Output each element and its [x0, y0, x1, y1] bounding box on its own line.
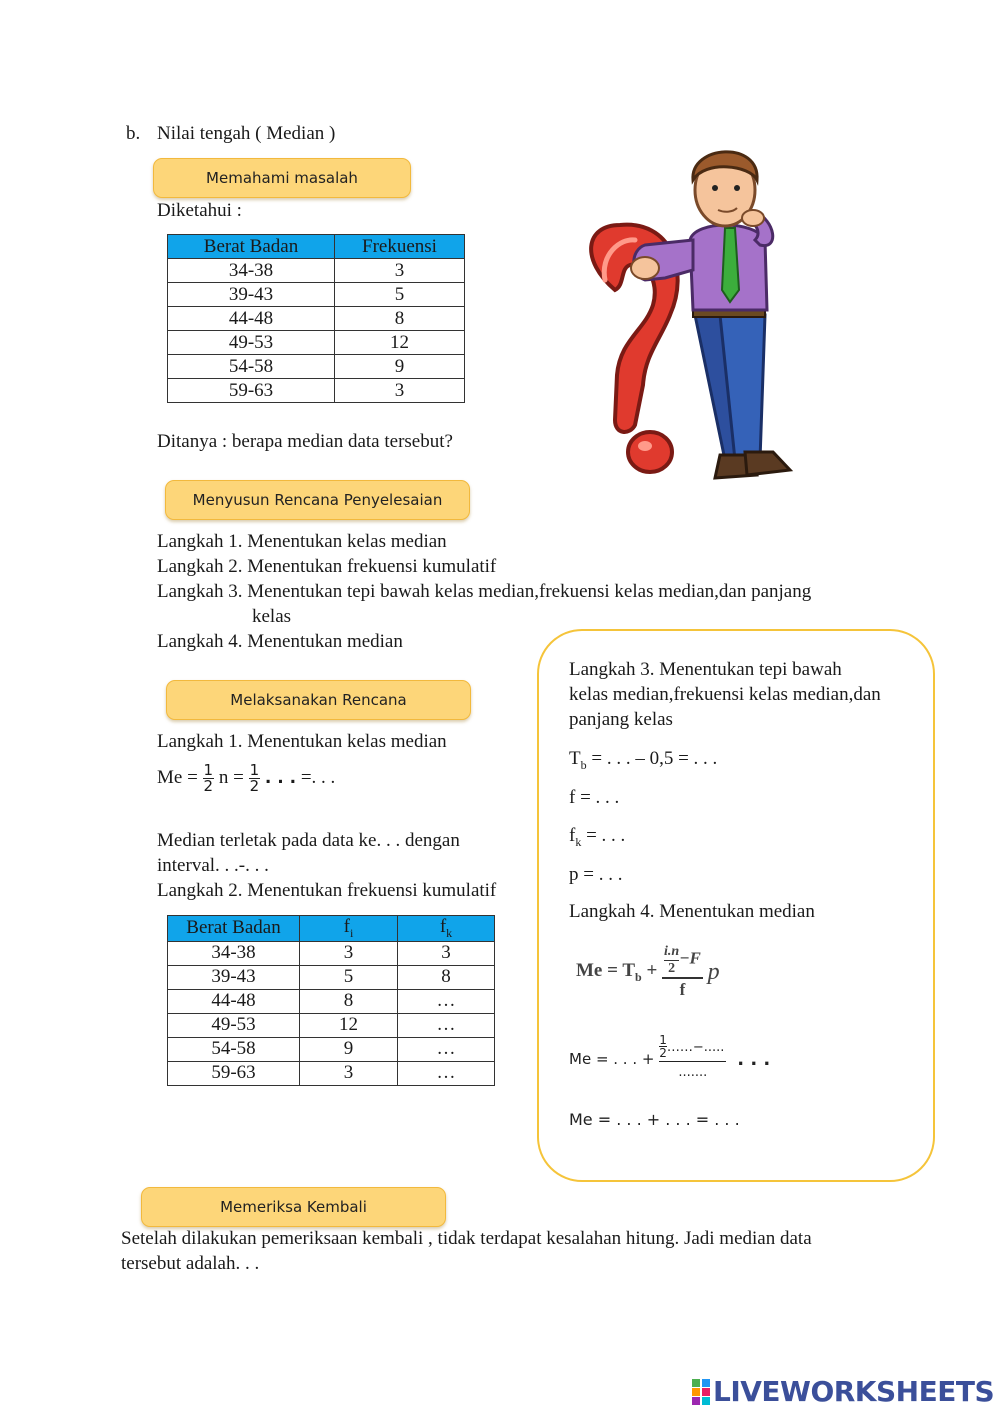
fk-sub: k [446, 925, 453, 940]
eq-tail[interactable]: =. . . [300, 767, 336, 788]
table-cell: 9 [300, 1037, 398, 1061]
table-header: Berat Badan [168, 916, 300, 942]
execute-step-2: Langkah 2. Menentukan frekuensi kumulatif [157, 880, 497, 901]
table-row [168, 283, 465, 307]
median-result[interactable]: Me = . . . + . . . = . . . [569, 1110, 740, 1129]
step-label-understand: Memahami masalah [153, 158, 411, 198]
table-cell: 8 [335, 307, 465, 331]
median-position-text: Median terletak pada data ke. . . dengan [157, 830, 460, 851]
conclusion-line2[interactable]: tersebut adalah. . . [121, 1253, 260, 1274]
table-header [300, 916, 398, 942]
table-cell: 59-63 [168, 1061, 300, 1085]
box-step-3-line3: panjang kelas [569, 709, 673, 730]
table-cell: 34-38 [168, 259, 335, 283]
fraction-numerator: 1 [249, 761, 260, 780]
blank-dots[interactable]: . . . [264, 768, 297, 788]
table-cell: 49-53 [168, 331, 335, 355]
tb-symbol: T [569, 748, 581, 769]
f-line[interactable]: f = . . . [569, 787, 620, 808]
fk-rest[interactable]: = . . . [581, 825, 626, 846]
formula-numerator [662, 944, 703, 979]
table-cell: 39-43 [168, 283, 335, 307]
fk-symbol: f [569, 825, 576, 846]
table-row [168, 1061, 495, 1085]
table-row [168, 379, 465, 403]
brand-text: LIVEWORKSHEETS [713, 1375, 995, 1408]
answer-cell[interactable]: … [398, 989, 495, 1013]
me2-half-num: 1 [659, 1033, 667, 1047]
formula-plus: + [646, 960, 658, 982]
median-interval-text[interactable]: interval. . .-. . . [157, 855, 269, 876]
cumulative-table [167, 915, 495, 1086]
table-header [398, 916, 495, 942]
table-cell: 49-53 [168, 1013, 300, 1037]
formula-p: p [707, 959, 720, 985]
formula-lhs [576, 960, 657, 985]
table-header-row [168, 916, 495, 942]
me2-trail[interactable]: . . . [737, 1048, 771, 1070]
table-cell: 8 [300, 989, 398, 1013]
tb-rest[interactable]: = . . . – 0,5 = . . . [586, 748, 718, 769]
in-numerator: i.n [664, 944, 680, 959]
plan-step-3-cont: kelas [252, 606, 292, 627]
me2-denominator[interactable]: ....... [678, 1065, 708, 1080]
table-cell: 59-63 [168, 379, 335, 403]
me2-fraction [659, 1034, 726, 1084]
table-header: Berat Badan [168, 235, 335, 259]
minus-F: −F [679, 948, 701, 968]
list-marker: b. [126, 123, 141, 144]
in-denominator: 2 [668, 961, 676, 976]
table-cell: 9 [335, 355, 465, 379]
thinking-man-illustration [575, 140, 810, 490]
table-header: Frekuensi [335, 235, 465, 259]
answer-cell[interactable]: … [398, 1037, 495, 1061]
fraction-denominator: 2 [203, 777, 214, 796]
median-position-formula [157, 754, 335, 802]
liveworksheets-logo [692, 1375, 995, 1408]
table-cell: 3 [335, 379, 465, 403]
answer-cell[interactable]: … [398, 1061, 495, 1085]
table-cell: 8 [398, 965, 495, 989]
me2-prefix[interactable]: Me = . . . + [569, 1050, 655, 1068]
step-label-plan: Menyusun Rencana Penyelesaian [165, 480, 470, 520]
me2-half-den: 2 [659, 1046, 667, 1060]
execute-step-1: Langkah 1. Menentukan kelas median [157, 731, 447, 752]
table-row [168, 307, 465, 331]
table-cell: 54-58 [168, 355, 335, 379]
conclusion-line1: Setelah dilakukan pemeriksaan kembali , tidak terdapat kesalahan hitung. Jadi median data [121, 1228, 812, 1249]
table-cell: 34-38 [168, 941, 300, 965]
box-step-3-line1: Langkah 3. Menentukan tepi bawah [569, 659, 842, 680]
table-cell: 44-48 [168, 989, 300, 1013]
me-prefix: Me = [157, 767, 198, 788]
fi-sub: i [349, 925, 354, 940]
formula-lhs-sub: b [635, 969, 642, 984]
median-substitution[interactable] [569, 1034, 770, 1096]
half-fraction [203, 763, 215, 794]
fraction-numerator: 1 [203, 761, 214, 780]
plan-step-3: Langkah 3. Menentukan tepi bawah kelas median,frekuensi kelas median,dan panjang [157, 581, 812, 602]
n-text: n = [218, 767, 244, 788]
formula-lhs-text: Me = T [576, 960, 636, 982]
table-cell: 5 [300, 965, 398, 989]
table-cell: 12 [300, 1013, 398, 1037]
table-cell: 3 [398, 941, 495, 965]
table-cell: 44-48 [168, 307, 335, 331]
me2-numerator[interactable] [659, 1034, 726, 1062]
formula-denominator: f [679, 980, 686, 999]
question-dot-icon [628, 432, 672, 472]
question-text: Ditanya : berapa median data tersebut? [157, 431, 453, 452]
p-line[interactable]: p = . . . [569, 864, 623, 885]
table-row [168, 989, 495, 1013]
box-step-3-line2: kelas median,frekuensi kelas median,dan [569, 684, 881, 705]
table-row [168, 259, 465, 283]
fk-label: f [439, 916, 447, 937]
table-header-row [168, 235, 465, 259]
fk-sub: k [575, 834, 582, 849]
brand-blocks-icon [692, 1379, 710, 1405]
fi-label: f [343, 916, 350, 937]
tb-sub: b [580, 757, 587, 772]
formula-fraction [662, 944, 703, 1001]
tb-line[interactable] [569, 746, 717, 778]
table-row [168, 1013, 495, 1037]
table-row [168, 1037, 495, 1061]
known-label: Diketahui : [157, 200, 242, 221]
me2-half [659, 1034, 667, 1059]
plan-step-2: Langkah 2. Menentukan frekuensi kumulatif [157, 556, 497, 577]
table-row [168, 941, 495, 965]
known-table [167, 234, 465, 403]
fraction-denominator: 2 [249, 777, 260, 796]
table-cell: 5 [335, 283, 465, 307]
answer-cell[interactable]: … [398, 1013, 495, 1037]
table-row [168, 965, 495, 989]
table-row [168, 355, 465, 379]
table-cell: 3 [300, 1061, 398, 1085]
plan-step-4: Langkah 4. Menentukan median [157, 631, 403, 652]
in-fraction [664, 944, 679, 977]
half-fraction [249, 763, 261, 794]
table-cell: 54-58 [168, 1037, 300, 1061]
table-cell: 39-43 [168, 965, 300, 989]
box-step-4: Langkah 4. Menentukan median [569, 901, 815, 922]
table-cell: 12 [335, 331, 465, 355]
step-label-review: Memeriksa Kembali [141, 1187, 446, 1227]
table-cell: 3 [300, 941, 398, 965]
me2-num-tail[interactable]: ……−..... [666, 1040, 725, 1055]
plan-step-1: Langkah 1. Menentukan kelas median [157, 531, 447, 552]
step-label-execute: Melaksanakan Rencana [166, 680, 471, 720]
fk-line[interactable] [569, 823, 625, 855]
table-row [168, 331, 465, 355]
table-cell: 3 [335, 259, 465, 283]
section-title: Nilai tengah ( Median ) [157, 123, 336, 144]
median-formula [576, 944, 720, 1014]
